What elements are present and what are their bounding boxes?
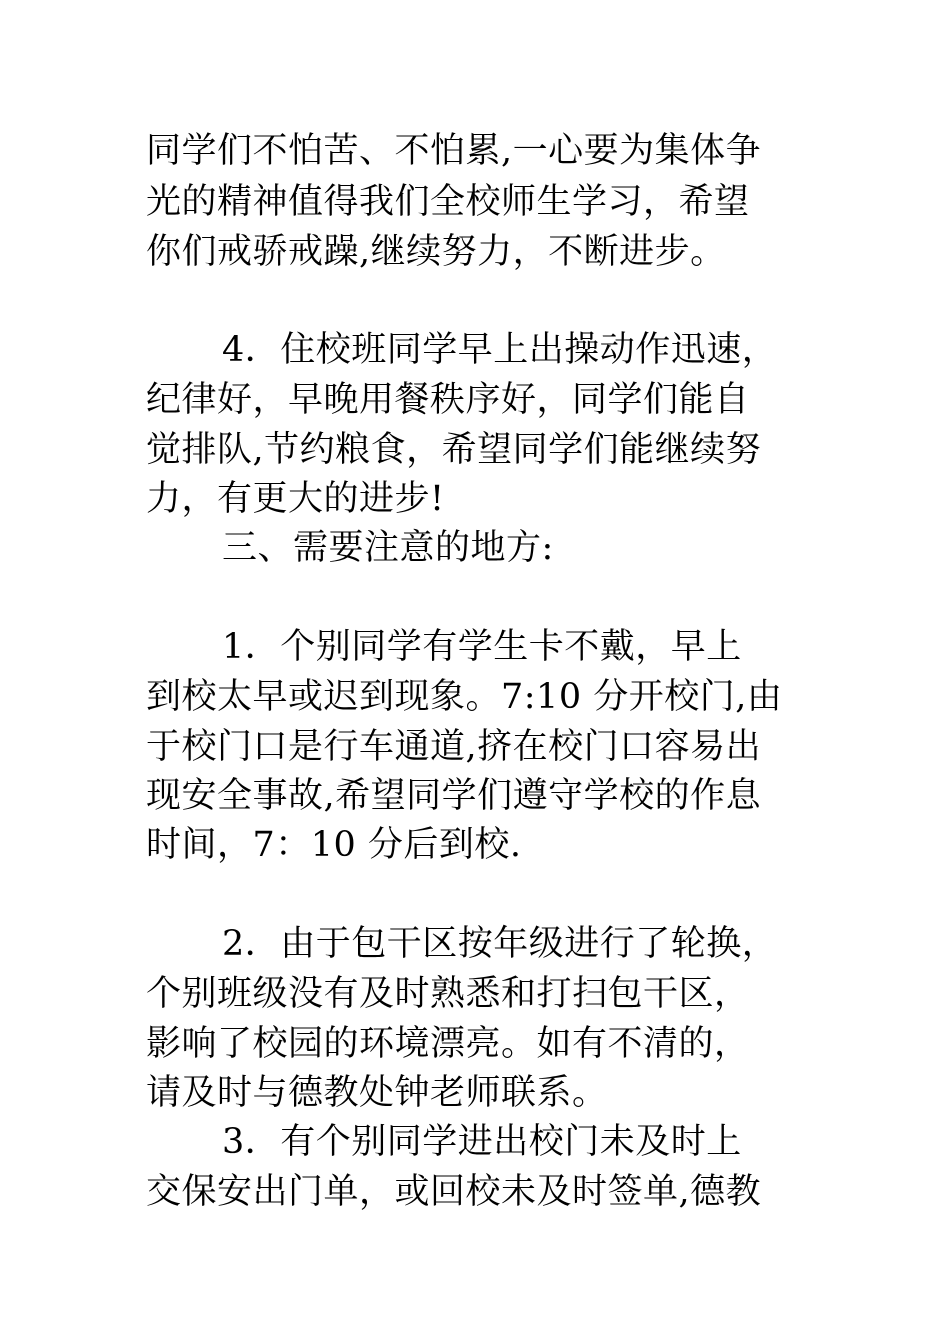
paragraph-line: 个别班级没有及时熟悉和打扫包干区， xyxy=(146,974,750,1014)
paragraph-line: 光的精神值得我们全校师生学习，希望 xyxy=(146,182,750,222)
paragraph-line: 现安全事故,希望同学们遵守学校的作息 xyxy=(146,776,762,816)
paragraph-line: 纪律好，早晚用餐秩序好，同学们能自 xyxy=(146,380,750,420)
paragraph-line: 觉排队,节约粮食，希望同学们能继续努 xyxy=(146,430,762,470)
paragraph-line: 1．个别同学有学生卡不戴，早上 xyxy=(222,627,742,667)
paragraph-line: 于校门口是行车通道,挤在校门口容易出 xyxy=(146,727,762,767)
paragraph-line: 影响了校园的环境漂亮。如有不清的， xyxy=(146,1024,750,1064)
paragraph-line: 交保安出门单，或回校未及时签单,德教 xyxy=(146,1172,762,1212)
paragraph-line: 4．住校班同学早上出操动作迅速， xyxy=(222,330,778,370)
paragraph-line: 3．有个别同学进出校门未及时上 xyxy=(222,1122,742,1162)
paragraph-line: 同学们不怕苦、不怕累,一心要为集体争 xyxy=(146,131,762,171)
paragraph-line: 到校太早或迟到现象。7:10 分开校门,由 xyxy=(146,677,783,717)
paragraph-line: 时间，7：10 分后到校. xyxy=(146,825,522,865)
paragraph-line: 你们戒骄戒躁,继续努力，不断进步。 xyxy=(146,232,726,272)
paragraph-line: 请及时与德教处钟老师联系。 xyxy=(146,1073,608,1113)
section-heading: 三、需要注意的地方: xyxy=(222,528,554,568)
paragraph-line: 力，有更大的进步! xyxy=(146,479,445,519)
paragraph-line: 2．由于包干区按年级进行了轮换， xyxy=(222,924,778,964)
